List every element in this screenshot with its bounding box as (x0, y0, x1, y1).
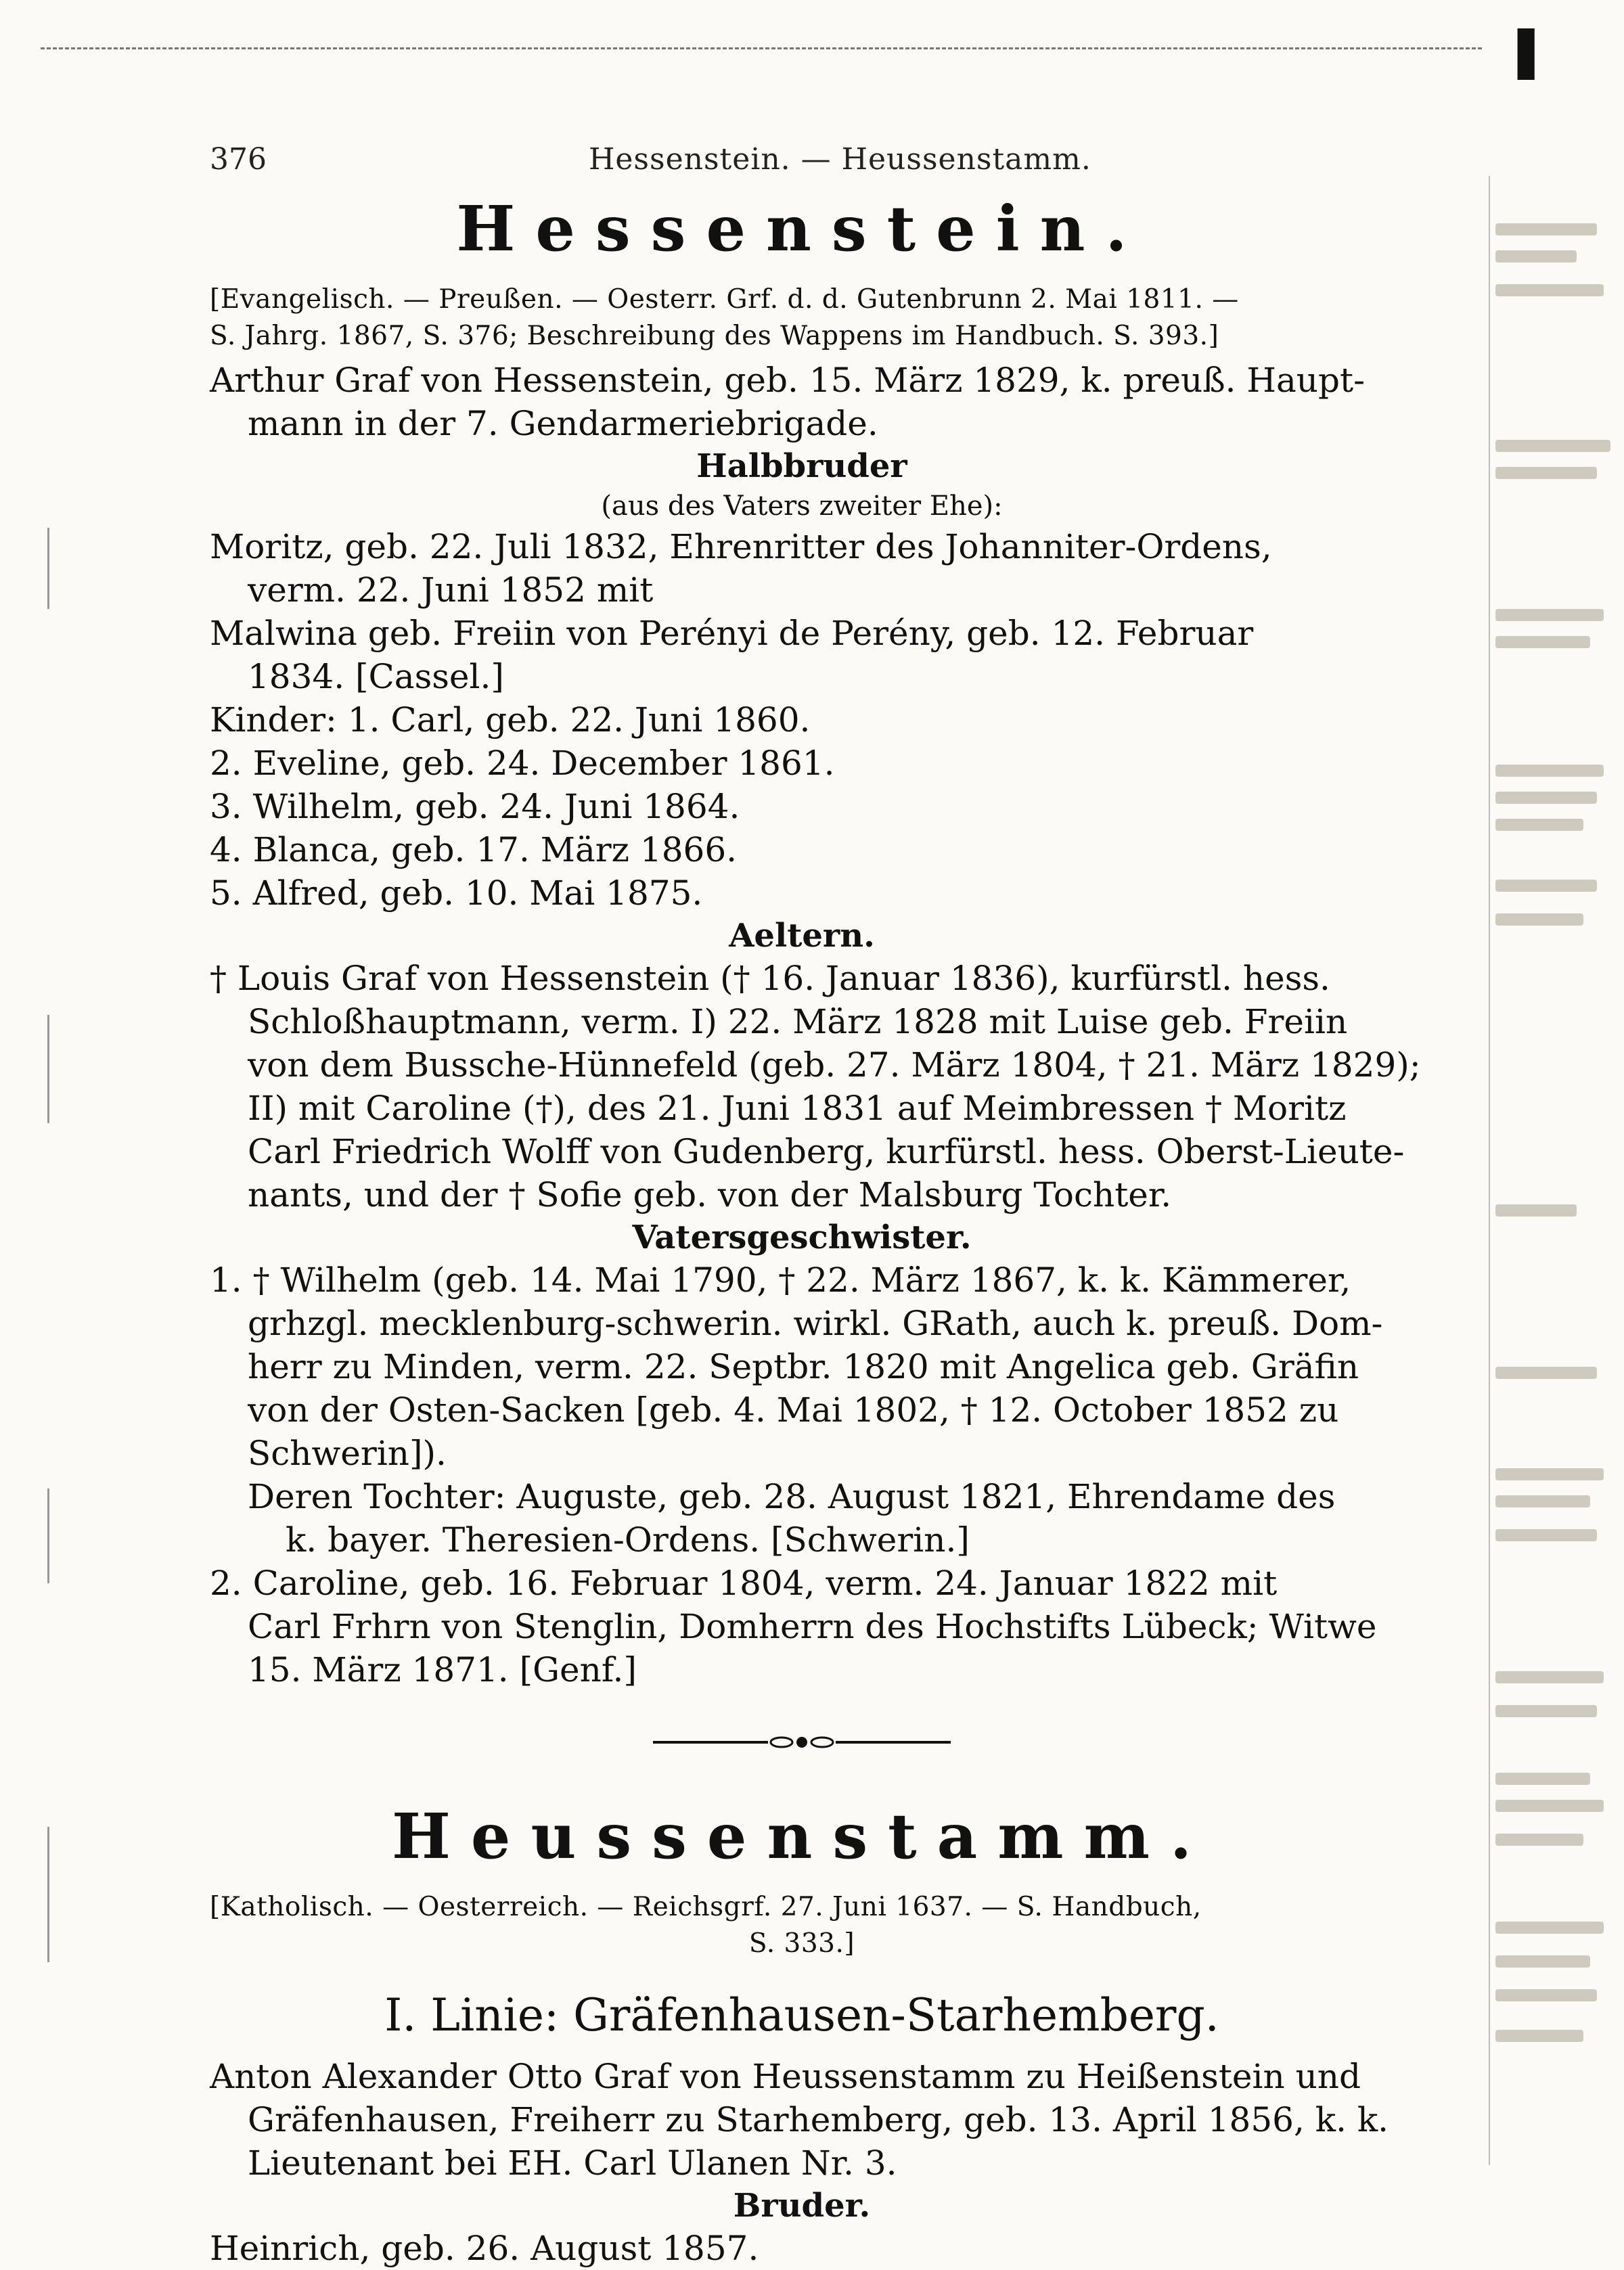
section-divider-ornament (653, 1732, 951, 1752)
entry-line: Arthur Graf von Hessenstein, geb. 15. März 1829, k. preuß. Haupt- (210, 361, 1365, 400)
kinder-line: 4. Blanca, geb. 17. März 1866. (210, 830, 738, 869)
aeltern-line: † Louis Graf von Hessenstein († 16. Januar 1836), kurfürstl. hess. (210, 959, 1330, 998)
vaters-line: Schwerin]). (248, 1434, 447, 1473)
line-subtitle: I. Linie: Gräfenhausen-Starhemberg. (384, 1989, 1219, 2041)
corner-mark: ▐ (1501, 30, 1535, 80)
adjacent-page-fragment (1495, 1495, 1590, 1507)
aeltern-line: Carl Friedrich Wolff von Gudenberg, kurfürstl. hess. Oberst-Lieute- (248, 1132, 1405, 1171)
kinder-line: 3. Wilhelm, geb. 24. Juni 1864. (210, 787, 740, 826)
entry-line: mann in der 7. Gendarmeriebrigade. (248, 404, 878, 443)
adjacent-page-fragment (1495, 1705, 1597, 1717)
adjacent-page-fragment (1495, 1922, 1604, 1934)
vaters-line: Deren Tochter: Auguste, geb. 28. August 1821, Ehrendame des (248, 1477, 1336, 1516)
adjacent-page-fragment (1495, 636, 1590, 648)
aeltern-line: II) mit Caroline (†), des 21. Juni 1831 auf Meimbressen † Moritz (248, 1089, 1347, 1128)
adjacent-page-fragment (1495, 1671, 1604, 1683)
adjacent-page-fragment (1495, 440, 1610, 452)
kinder-line: 2. Eveline, geb. 24. December 1861. (210, 744, 835, 783)
meta-line: [Evangelisch. — Preußen. — Oesterr. Grf. d. d. Gutenbrunn 2. Mai 1811. — (210, 284, 1239, 315)
vaters-line: Carl Frhrn von Stenglin, Domherrn des Hochstifts Lübeck; Witwe (248, 1607, 1377, 1646)
section-meta-heussenstamm (210, 1889, 1394, 1962)
left-margin-mark (47, 1489, 49, 1583)
heading-halbbruder: Halbbruder (696, 447, 907, 485)
running-header (210, 135, 1394, 183)
adjacent-page-fragment (1495, 467, 1597, 479)
adjacent-page-fragment (1495, 819, 1583, 831)
aeltern-line: von dem Bussche-Hünnefeld (geb. 27. März 1804, † 21. März 1829); (248, 1045, 1421, 1085)
left-margin-mark (47, 1827, 49, 1962)
adjacent-page-fragment (1495, 1204, 1577, 1217)
adjacent-page-fragment (1495, 284, 1604, 296)
heading-bruder: Bruder. (733, 2187, 871, 2225)
adjacent-page-fragment (1495, 1800, 1604, 1812)
adjacent-page-fragment (1495, 1989, 1597, 2001)
section-title-heussenstamm: Heussenstamm. (392, 1800, 1212, 1873)
aeltern-line: Schloßhauptmann, verm. I) 22. März 1828 mit Luise geb. Freiin (248, 1002, 1348, 1041)
adjacent-page-fragment (1495, 1773, 1590, 1785)
heading-vatersgeschwister: Vatersgeschwister. (632, 1219, 972, 1256)
vaters-line: herr zu Minden, verm. 22. Septbr. 1820 mit Angelica geb. Gräfin (248, 1347, 1359, 1386)
adjacent-page-fragment (1495, 2030, 1583, 2042)
adjacent-page-fragment (1495, 913, 1583, 926)
left-margin-mark (47, 1015, 49, 1123)
kinder-line: Kinder: 1. Carl, geb. 22. Juni 1860. (210, 700, 811, 740)
adjacent-page-fragment (1495, 765, 1604, 777)
adjacent-page-fragment (1495, 792, 1597, 804)
entry-line: Gräfenhausen, Freiherr zu Starhemberg, geb. 13. April 1856, k. k. (248, 2100, 1389, 2139)
vaters-line: von der Osten-Sacken [geb. 4. Mai 1802, † 12. October 1852 zu (248, 1390, 1339, 1430)
running-title: Hessenstein. — Heussenstamm. (589, 142, 1091, 177)
adjacent-page-fragment (1495, 609, 1604, 621)
heading-aeltern: Aeltern. (729, 917, 875, 955)
meta-line: S. 333.] (748, 1928, 855, 1959)
kinder-line: 5. Alfred, geb. 10. Mai 1875. (210, 873, 703, 913)
page-number: 376 (210, 142, 267, 177)
adjacent-page-fragment (1495, 250, 1577, 263)
page-column (210, 135, 1421, 2270)
entry-line: Malwina geb. Freiin von Perényi de Perény, geb. 12. Februar (210, 614, 1254, 653)
meta-line: [Katholisch. — Oesterreich. — Reichsgrf. 27. Juni 1637. — S. Handbuch, (210, 1892, 1202, 1922)
adjacent-page-fragment (1495, 1468, 1604, 1480)
entry-line: Moritz, geb. 22. Juli 1832, Ehrenritter des Johanniter-Ordens, (210, 527, 1272, 566)
adjacent-page-fragment (1495, 1367, 1597, 1379)
vaters-line: 15. März 1871. [Genf.] (248, 1650, 637, 1689)
section-meta-hessenstein (210, 281, 1394, 355)
vaters-line: k. bayer. Theresien-Ordens. [Schwerin.] (286, 1520, 970, 1560)
top-scan-edge (41, 47, 1482, 49)
adjacent-page-fragment (1495, 1834, 1583, 1846)
aeltern-line: nants, und der † Sofie geb. von der Malsburg Tochter. (248, 1175, 1172, 1215)
vaters-line: 2. Caroline, geb. 16. Februar 1804, verm. 24. Januar 1822 mit (210, 1564, 1278, 1603)
entry-line: 1834. [Cassel.] (248, 657, 504, 696)
entry-line: Heinrich, geb. 26. August 1857. (210, 2229, 759, 2268)
entry-line: Lieutenant bei EH. Carl Ulanen Nr. 3. (248, 2143, 897, 2183)
adjacent-page-fragment (1495, 880, 1597, 892)
entry-line: verm. 22. Juni 1852 mit (248, 570, 654, 610)
adjacent-page-fragment (1495, 1955, 1590, 1968)
section-title-hessenstein: Hessenstein. (456, 192, 1148, 265)
left-margin-mark (47, 528, 49, 609)
adjacent-page-fragment (1495, 1529, 1597, 1541)
adjacent-page-fragment (1495, 223, 1597, 235)
vaters-line: 1. † Wilhelm (geb. 14. Mai 1790, † 22. März 1867, k. k. Kämmerer, (210, 1261, 1351, 1300)
meta-line: S. Jahrg. 1867, S. 376; Beschreibung des Wappens im Handbuch. S. 393.] (210, 321, 1219, 351)
subheading: (aus des Vaters zweiter Ehe): (601, 491, 1003, 522)
vaters-line: grhzgl. mecklenburg-schwerin. wirkl. GRath, auch k. preuß. Dom- (248, 1304, 1383, 1343)
entry-line: Anton Alexander Otto Graf von Heussenstamm zu Heißenstein und (210, 2057, 1361, 2096)
